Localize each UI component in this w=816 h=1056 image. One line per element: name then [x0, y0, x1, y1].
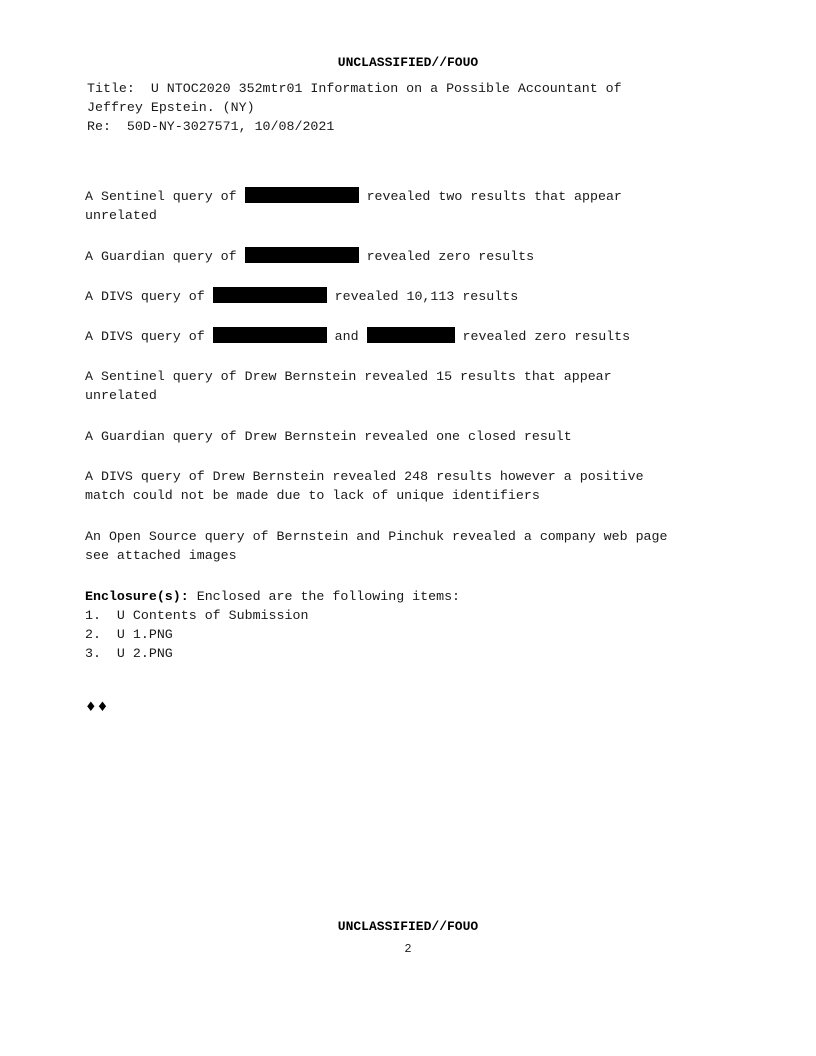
- paragraph-text: A DIVS query of Drew Bernstein revealed 248 results however a positive: [85, 469, 644, 484]
- paragraph-text: An Open Source query of Bernstein and Pinchuk revealed a company web page: [85, 529, 668, 544]
- title-line-1: Title: U NTOC2020 352mtr01 Information on a Possible Accountant of: [87, 81, 622, 96]
- redaction-box: [245, 187, 359, 203]
- paragraph-sentinel-bernstein: [85, 367, 612, 405]
- enclosures-section: [85, 587, 460, 663]
- classification-banner-bottom: UNCLASSIFIED//FOUO: [337, 919, 479, 934]
- redaction-box: [213, 287, 327, 303]
- paragraph-text: A Guardian query of: [85, 249, 245, 264]
- enclosure-item: 2. U 1.PNG: [85, 627, 173, 642]
- redaction-box: [245, 247, 359, 263]
- paragraph-text: and: [326, 329, 367, 344]
- end-of-document-mark: ♦♦: [85, 700, 109, 715]
- paragraph-divs-query-two-names: [85, 327, 630, 346]
- enclosures-intro: Enclosed are the following items:: [188, 589, 461, 604]
- document-header: [87, 79, 622, 136]
- page-number: 2: [404, 942, 412, 956]
- paragraph-text: revealed zero results: [358, 249, 535, 264]
- paragraph-text: A DIVS query of: [85, 289, 213, 304]
- paragraph-text: A Sentinel query of: [85, 189, 245, 204]
- title-line-2: Jeffrey Epstein. (NY): [87, 100, 255, 115]
- paragraph-text: unrelated: [85, 388, 157, 403]
- paragraph-text: A DIVS query of: [85, 329, 213, 344]
- paragraph-divs-bernstein: [85, 467, 644, 505]
- paragraph-text: see attached images: [85, 548, 237, 563]
- paragraph-text: unrelated: [85, 208, 157, 223]
- paragraph-text: match could not be made due to lack of unique identifiers: [85, 488, 540, 503]
- paragraph-text: A Guardian query of Drew Bernstein revealed one closed result: [85, 429, 572, 444]
- enclosure-item: 1. U Contents of Submission: [85, 608, 309, 623]
- enclosure-item: 3. U 2.PNG: [85, 646, 173, 661]
- enclosures-label: Enclosure(s):: [85, 589, 189, 604]
- paragraph-text: revealed 10,113 results: [326, 289, 519, 304]
- paragraph-open-source-query: [85, 527, 668, 565]
- paragraph-divs-query: [85, 287, 518, 306]
- paragraph-text: A Sentinel query of Drew Bernstein revealed 15 results that appear: [85, 369, 612, 384]
- redaction-box: [213, 327, 327, 343]
- paragraph-text: revealed zero results: [454, 329, 631, 344]
- paragraph-sentinel-query: [85, 187, 622, 225]
- redaction-box: [367, 327, 455, 343]
- paragraph-guardian-query: [85, 247, 534, 266]
- reference-line: Re: 50D-NY-3027571, 10/08/2021: [87, 119, 335, 134]
- paragraph-text: revealed two results that appear: [358, 189, 622, 204]
- classification-banner-top: UNCLASSIFIED//FOUO: [337, 55, 479, 70]
- paragraph-guardian-bernstein: [85, 427, 572, 446]
